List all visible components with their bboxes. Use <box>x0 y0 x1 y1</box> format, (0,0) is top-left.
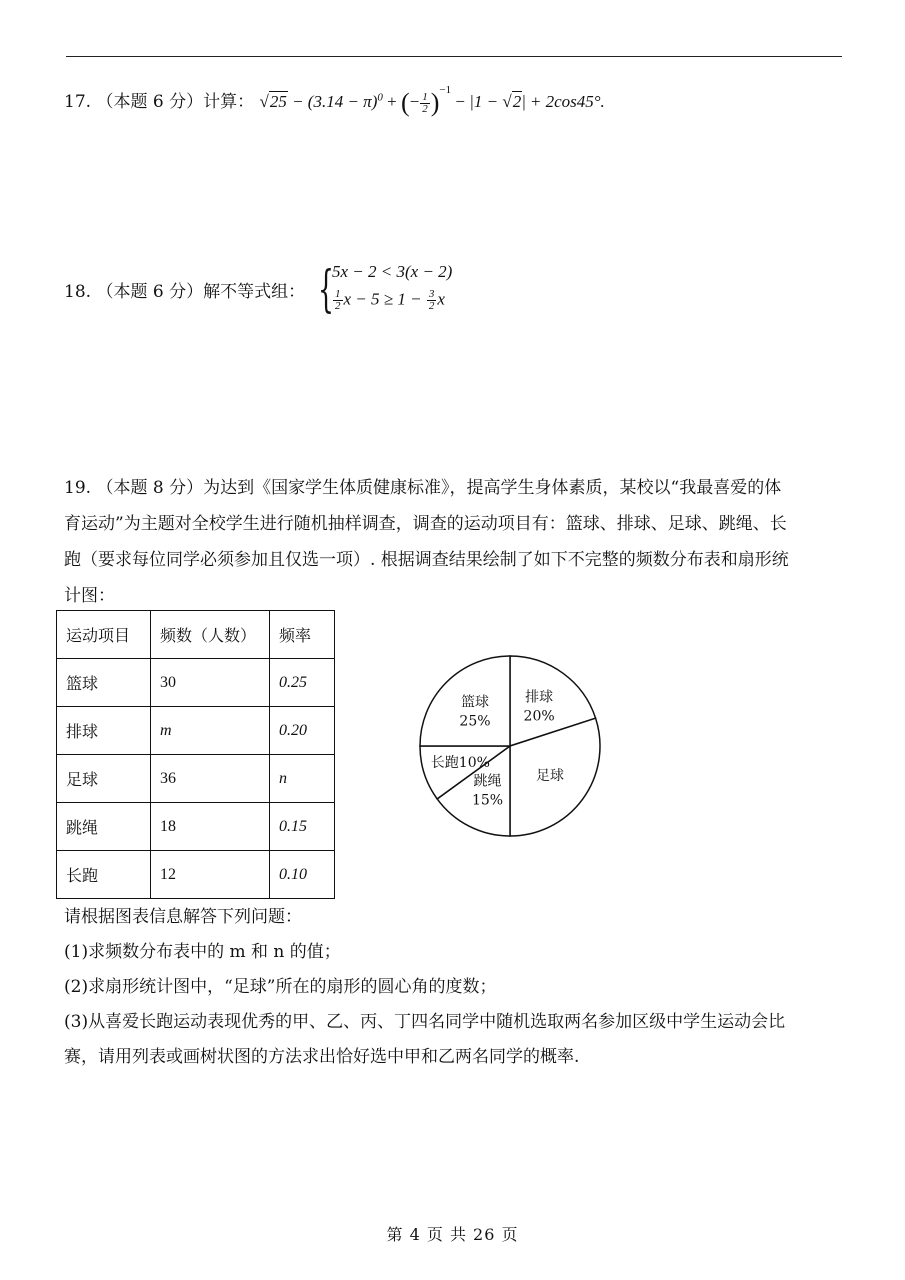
pie-label-0-0: 排球 <box>525 689 554 706</box>
table-cell: 0.20 <box>270 707 335 755</box>
question-3-line-2: 赛，请用列表或画树状图的方法求出恰好选中甲和乙两名同学的概率. <box>64 1047 580 1067</box>
pie-label-1-0: 足球 <box>536 768 565 785</box>
pie-label-2-0: 跳绳 <box>473 773 502 790</box>
q18-inequality-1: 5x − 2 < 3(x − 2) <box>332 262 453 281</box>
table-cell: 0.25 <box>270 659 335 707</box>
q19-line-2: 育运动”为主题对全校学生进行随机抽样调查，调查的运动项目有：篮球、排球、足球、跳绳、长 <box>64 514 787 534</box>
table-cell: 篮球 <box>57 659 151 707</box>
system-brace: { <box>318 260 334 318</box>
page-footer: 第 4 页 共 26 页 <box>386 1225 519 1244</box>
table-cell: 排球 <box>57 707 151 755</box>
q17-prefix: （本题 6 分）计算： <box>96 92 255 112</box>
question-3-line-1: (3)从喜爱长跑运动表现优秀的甲、乙、丙、丁四名同学中随机选取两名参加区级中学生运动会比 <box>64 1012 786 1032</box>
table-cell: 12 <box>151 851 270 899</box>
table-cell: 长跑 <box>57 851 151 899</box>
pie-label-4-0: 篮球 <box>460 694 489 711</box>
pie-label-2-1: 15% <box>471 792 504 809</box>
pie-chart <box>410 650 610 840</box>
sub-questions <box>64 900 844 1075</box>
q18-inequality-2: $\frac{1}{2}$ x − 5 ≥ 1 − $\frac{3}{2}$ x <box>335 288 445 312</box>
q19-line-4: 计图： <box>64 586 115 606</box>
table-row <box>57 755 335 803</box>
table-cell: 18 <box>151 803 270 851</box>
question-18 <box>64 275 305 309</box>
table-cell: 0.10 <box>270 851 335 899</box>
q19-line-1: 19. （本题 8 分）为达到《国家学生体质健康标准》，提高学生身体素质，某校以“我最喜爱的体 <box>64 478 782 498</box>
table-header-cell: 频数（人数） <box>151 611 270 659</box>
table-row <box>57 803 335 851</box>
question-1: (1)求频数分布表中的 m 和 n 的值； <box>64 942 341 962</box>
table-cell: n <box>270 755 335 803</box>
q19-line-3: 跑（要求每位同学必须参加且仅选一项）. 根据调查结果绘制了如下不完整的频数分布表和扇形统 <box>64 550 789 570</box>
q17-expression: $√25 - (3.14 - \pi)^0$ + (− $\frac{1}{2}$ )$^{-1}$ − |1 − √2| + 2cos45°. <box>259 84 605 118</box>
questions-intro: 请根据图表信息解答下列问题： <box>64 907 302 927</box>
q18-prefix: （本题 6 分）解不等式组： <box>96 282 306 302</box>
question-19-stem <box>64 470 844 614</box>
table-header-row <box>57 611 335 659</box>
table-cell: 跳绳 <box>57 803 151 851</box>
q18-number: 18. <box>64 282 92 302</box>
q17-number: 17. <box>64 92 92 112</box>
question-17 <box>64 73 605 120</box>
table-header-cell: 运动项目 <box>57 611 151 659</box>
table-cell: 0.15 <box>270 803 335 851</box>
pie-label-3-0: 长跑10% <box>430 755 490 772</box>
table-cell: 足球 <box>57 755 151 803</box>
table-row <box>57 851 335 899</box>
frequency-table <box>56 610 335 899</box>
pie-label-4-1: 25% <box>459 713 491 730</box>
table-cell: m <box>151 707 270 755</box>
header-rule <box>66 56 842 57</box>
question-2: (2)求扇形统计图中，“足球”所在的扇形的圆心角的度数； <box>64 977 497 997</box>
table-header-cell: 频率 <box>270 611 335 659</box>
table-cell: 30 <box>151 659 270 707</box>
table-row <box>57 707 335 755</box>
table-cell: 36 <box>151 755 270 803</box>
table-row <box>57 659 335 707</box>
pie-label-0-1: 20% <box>523 708 555 725</box>
